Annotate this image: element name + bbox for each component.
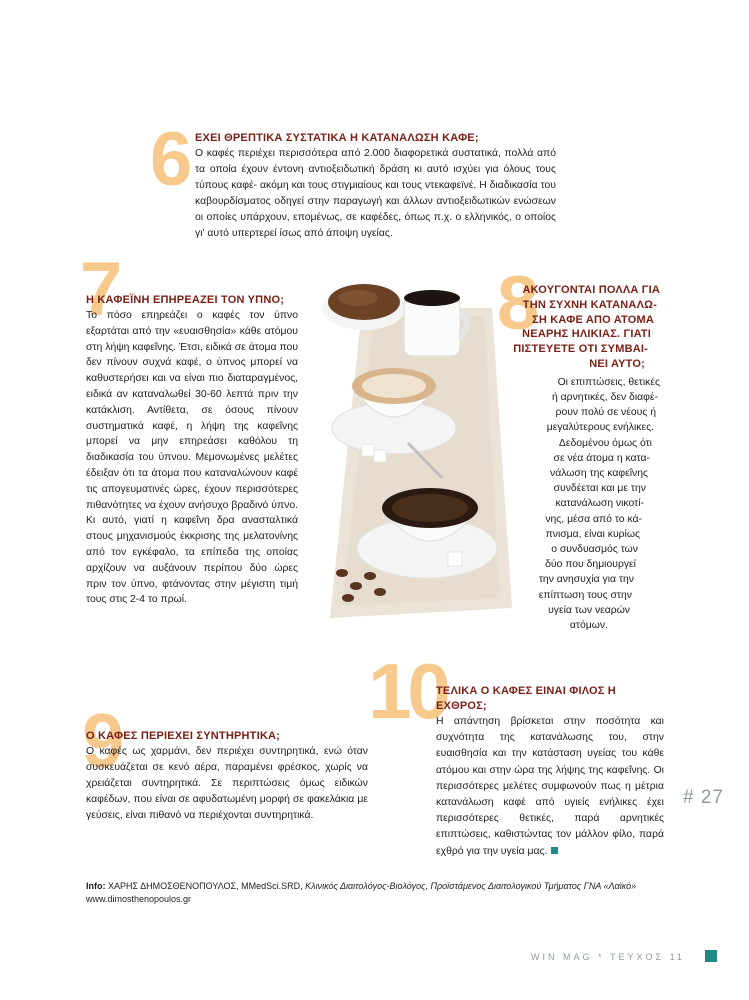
section-8-text-line: νης, μέσα από το κά- (545, 513, 642, 525)
section-8-text-line: σε νέα άτομα η κατα- (553, 452, 650, 464)
section-8-text-line: υγεία των νεαρών (548, 604, 630, 616)
section-8-text-line: μεγαλύτερους ενήλικες. (546, 422, 654, 434)
section-8-text-line: ή αρνητικές, δεν διαφέ- (551, 391, 658, 403)
section-8-text-line: κατανάλωση νικοτί- (555, 498, 644, 510)
section-8-text-line: ατόμων. (569, 620, 608, 632)
section-number-9: 9 (82, 699, 121, 784)
section-8-heading-line: ΠΙΣΤΕΥΕΤΕ ΟΤΙ ΣΥΜΒΑΙ- (513, 343, 648, 356)
end-square-icon (551, 847, 558, 854)
section-8-heading-line: ΝΕΙ ΑΥΤΟ; (589, 357, 645, 370)
section-6-text: Ο καφές περιέχει περισσότερα από 2.000 διαφορετικά συστατικά, πολλά από τα οποία έχουν έντονη αντιοξειδωτική δράση κι αυτό ισχύει για όλους τους τύπους καφέ- ακόμη και τους στιγμιαίους και τους ντεκαφεϊνέ. Η διαδικασία του καβουρδίσματος οδηγεί στην παραγωγή και άλλων αντιοξειδωτικών ενώσεων οι οποίες υπάρχουν, επομένως, σε καφέδες, όπως π.χ. ο ελληνικός, ο οποίος γι' αυτό υπερτερεί ίσως από άποψη υγείας. (195, 148, 556, 239)
info-role: Κλινικός Διαιτολόγος-Βιολόγος, Προϊστάμενος Διαιτολογικού Τμήματος ΓΝΑ «Λαϊκό» (305, 881, 637, 891)
section-number-6: 6 (150, 117, 189, 202)
section-10-heading: ΤΕΛΙΚΑ Ο ΚΑΦΕΣ ΕΙΝΑΙ ΦΙΛΟΣ Η ΕΧΘΡΟΣ; (436, 685, 616, 712)
section-8-text-line: Οι επιπτώσεις, θετικές (557, 376, 660, 388)
section-10 (436, 684, 664, 860)
section-8-text-line: δύο που δημιουργεί (545, 559, 636, 571)
section-8-heading-line: ΑΚΟΥΓΟΝΤΑΙ ΠΟΛΛΑ ΓΙΑ (522, 284, 660, 296)
section-6 (195, 131, 556, 242)
info-author: ΧΑΡΗΣ ΔΗΜΟΣΘΕΝΟΠΟΥΛΟΣ, MMedSci.SRD, (108, 881, 303, 891)
section-number-10: 10 (368, 647, 447, 735)
section-9 (86, 729, 368, 824)
page-number: # 27 (683, 787, 724, 808)
section-9-heading: Ο ΚΑΦΕΣ ΠΕΡΙΕΧΕΙ ΣΥΝΤΗΡΗΤΙΚΑ; (86, 730, 280, 742)
section-6-heading: ΕΧΕΙ ΘΡΕΠΤΙΚΑ ΣΥΣΤΑΤΙΚΑ Η ΚΑΤΑΝΑΛΩΣΗ ΚΑΦΕ; (195, 132, 479, 144)
section-8-text-line: ρουν πολύ σε νέους ή (555, 407, 656, 419)
section-8-text-line: νάλωση της καφεΐνης (550, 468, 648, 479)
section-8-text-line: επίπτωση τους στην (538, 589, 632, 601)
section-8-text-line: ο συνδυασμός των (551, 544, 638, 556)
section-number-7: 7 (80, 247, 119, 332)
section-8-text-line: Δεδομένου όμως ότι (558, 437, 652, 449)
section-8-text-line: συνδέεται και με την (553, 483, 646, 495)
section-7-heading: Η ΚΑΦΕΪΝΗ ΕΠΗΡΕΑΖΕΙ ΤΟΝ ΥΠΝΟ; (86, 294, 285, 306)
magazine-footer: WIN MAG * ΤΕΥΧΟΣ 11 (531, 952, 685, 962)
section-number-8: 8 (497, 261, 536, 346)
section-7 (86, 293, 298, 608)
info-website: www.dimosthenopoulos.gr (86, 894, 192, 904)
section-8 (480, 283, 660, 633)
section-10-text: Η απάντηση βρίσκεται στην ποσότητα και συχνότητα της κατανάλωσης του, στην ευαισθησία και την κατάσταση υγείας του κάθε ατόμου και στην ώρα της λήψης της καφεΐνης. Οι περισσότερες μελέτες συμφωνούν πως η μέτρια κατανάλωση καφέ από υγιείς ενήλικες έχει περισσότερες θετικές, παρά αρνητικές επιπτώσεις, καθιστώντας τον μάλλον φίλο, παρά εχθρό για την υγεία μας. (436, 716, 664, 857)
section-8-text (480, 375, 660, 633)
footer-square-icon (705, 950, 717, 962)
section-8-heading-line: ΤΗΝ ΣΥΧΝΗ ΚΑΤΑΝΑΛΩ- (522, 298, 657, 311)
section-8-heading (480, 283, 660, 372)
info-label: Info: (86, 881, 106, 891)
section-8-text-line: πνισμα, είναι κυρίως (545, 528, 640, 540)
section-9-text: Ο καφές ως χαρμάνι, δεν περιέχει συντηρητικά, ενώ όταν συσκευάζεται σε κενό αέρα, παραμένει φρέσκος, χωρίς να χρειάζεται συντηρητικά. Σε περιπτώσεις όμως ειδικών καφέδων, που είναι σε αφυδατωμένη μορφή σε φακελάκια με γεύσεις, είναι πιθανό να περιέχονται συντηρητικά. (86, 746, 368, 821)
section-8-heading-line: ΝΕΑΡΗΣ ΗΛΙΚΙΑΣ. ΓΙΑΤΙ (522, 328, 651, 341)
section-8-text-line: την ανησυχία για την (538, 574, 634, 586)
section-8-heading-line: ΣΗ ΚΑΦΕ ΑΠΟ ΑΤΟΜΑ (532, 313, 654, 326)
section-7-text: Το πόσο επηρεάζει ο καφές τον ύπνο εξαρτάται από την «ευαισθησία» κάθε ατόμου στη λήψη καφεΐνης. Έτσι, ειδικά σε άτομα που δεν πίνουν συχνά καφέ, ο ύπνος μπορεί να καθυστερήσει και να είναι πιο διαταραγμένος, ειδικά αν καταναλωθεί 30-60 λεπτά πριν την κατάκλιση. Αντίθετα, σε όσους πίνουν συστηματικά καφέ, η λήψη της καφεΐνης μπορεί να μην επηρεάσει καθόλου τη διαδικασία του ύπνου. Μεμονωμένες μελέτες έδειξαν ότι τα άτομα που καταναλώνουν καφέ τις απογευματινές ώρες, έχουν περισσότερες πιθανότητες να έχουν ανήσυχο βραδινό ύπνο. Κι αυτό, γιατί η καφεΐνη δρα ανασταλτικά στους μηχανισμούς έκκρισης της μελατονίνης από τον εγκέφαλο, τα επίπεδα της οποίας αρχίζουν να αυξάνουν περίπου δύο ώρες πριν τον ύπνο, φτάνοντας στην μέγιστη τιμή τους στις 2-4 το πρωί. (86, 310, 298, 606)
info-credits (86, 880, 686, 906)
